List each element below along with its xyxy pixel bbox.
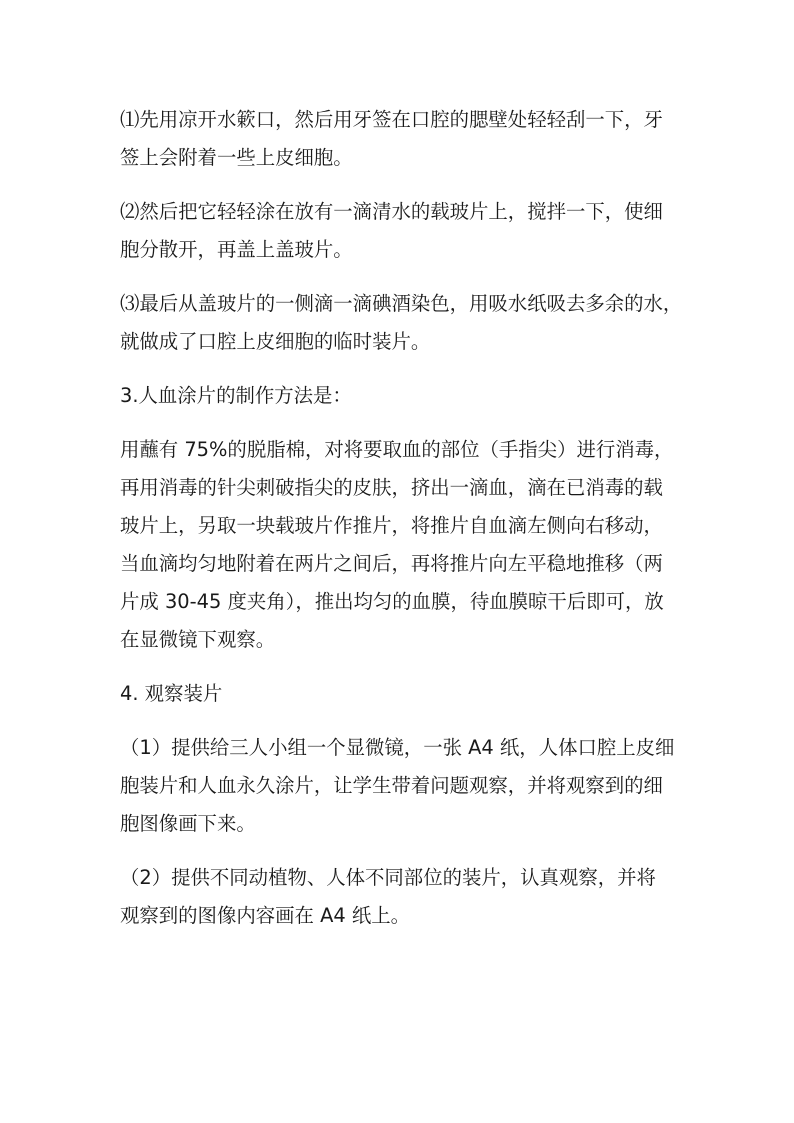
document-body [120, 101, 683, 951]
text-line: 片成 30-45 度夹角），推出均匀的血膜，待血膜晾干后即可，放 [120, 590, 664, 613]
text-line: （2）提供不同动植物、人体不同部位的装片，认真观察，并将 [120, 866, 656, 889]
text-line: ⑵然后把它轻轻涂在放有一滴清水的载玻片上，搅拌一下，使细 [120, 200, 663, 223]
section-heading-3 [120, 377, 680, 415]
paragraph-blood-smear-method [120, 431, 680, 659]
text-line: 当血滴均匀地附着在两片之间后，再将推片向左平稳地推移（两 [120, 552, 663, 575]
text-line: 观察到的图像内容画在 A4 纸上。 [120, 904, 411, 927]
text-line: 玻片上，另取一块载玻片作推片，将推片自血滴左侧向右移动， [120, 514, 663, 537]
text-line: ⑶最后从盖玻片的一侧滴一滴碘酒染色，用吸水纸吸去多余的水， [120, 292, 683, 315]
text-line: 在显微镜下观察。 [120, 628, 276, 651]
text-line: 签上会附着一些上皮细胞。 [120, 146, 353, 169]
text-line: 用蘸有 75%的脱脂棉，对将要取血的部位（手指尖）进行消毒， [120, 438, 674, 461]
text-line: （1）提供给三人小组一个显微镜，一张 A4 纸，人体口腔上皮细 [120, 736, 675, 759]
text-line: 胞图像画下来。 [120, 812, 256, 835]
heading-text: 3.人血涂片的制作方法是： [120, 384, 352, 407]
text-line: 再用消毒的针尖刺破指尖的皮肤，挤出一滴血，滴在已消毒的载 [120, 476, 663, 499]
paragraph-observe-2 [120, 859, 680, 935]
paragraph-observe-1 [120, 729, 680, 843]
text-line: 胞装片和人血永久涂片，让学生带着问题观察，并将观察到的细 [120, 774, 663, 797]
text-line: 就做成了口腔上皮细胞的临时装片。 [120, 330, 431, 353]
text-line: 胞分散开，再盖上盖玻片。 [120, 238, 353, 261]
paragraph-step-2 [120, 193, 680, 269]
heading-text: 4. 观察装片 [120, 682, 223, 705]
section-heading-4 [120, 675, 680, 713]
paragraph-step-3 [120, 285, 683, 361]
text-line: ⑴先用凉开水簌口，然后用牙签在口腔的腮壁处轻轻刮一下，牙 [120, 108, 663, 131]
paragraph-step-1 [120, 101, 680, 177]
